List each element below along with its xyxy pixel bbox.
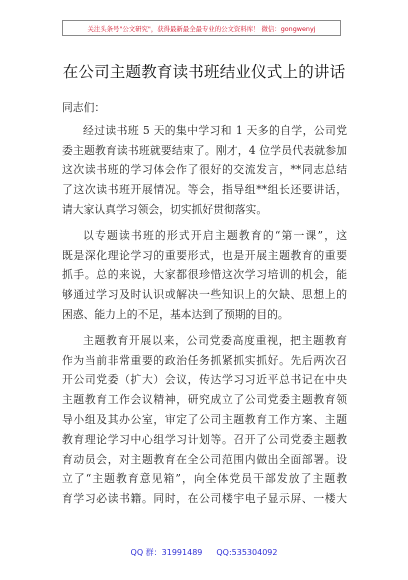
paragraph-line: 立了“主题教育意见箱”，向全体党员干部发放了主题教	[62, 472, 347, 486]
paragraph-line: 够通过学习及时认识或解决一些知识上的欠缺、思想上的	[62, 288, 347, 302]
paragraph-line: 请大家认真学习领会，切实抓好贯彻落实。	[62, 202, 268, 216]
paragraph-line: 困惑、能力上的不足，基本达到了预期的目的。	[62, 307, 289, 321]
paragraph-line: 以专题读书班的形式开启主题教育的“第一课”，这	[83, 228, 347, 242]
paragraph-line: 抓手。总的来说，大家都很珍惜这次学习培训的机会，能	[62, 268, 347, 282]
paragraph-1	[62, 121, 347, 220]
header-banner: 关注头条号"公文研究"，获得最新最全最专业的公文资料库！ 微信：gongwenyj	[62, 20, 341, 36]
footer-qq-group: QQ 群：31991489	[130, 548, 203, 557]
paragraph-line: 这次读书班的学习体会作了很好的交流发言，**同志总结	[62, 163, 347, 177]
paragraph-line: 经过读书班 5 天的集中学习和 1 天多的自学，公司党	[83, 123, 347, 137]
paragraph-line: 主题教育开展以来，公司党委高度重视，把主题教育	[83, 333, 347, 347]
footer-contact	[0, 547, 408, 558]
paragraph-line: 开公司党委（扩大）会议，传达学习习近平总书记在中央	[62, 373, 347, 387]
document-title: 在公司主题教育读书班结业仪式上的讲话	[62, 63, 346, 81]
paragraph-line: 导小组及其办公室，审定了公司主题教育工作方案、主题	[62, 412, 347, 426]
paragraph-2	[62, 226, 347, 325]
paragraph-line: 主题教育工作会议精神，研究成立了公司党委主题教育领	[62, 393, 347, 407]
paragraph-line: 了这次读书班开展情况。等会，指导组**组长还要讲话，	[62, 183, 347, 197]
paragraph-line: 委主题教育读书班就要结束了。刚才，4 位学员代表就参加	[62, 143, 347, 157]
paragraph-line: 育学习必读书籍。同时，在公司楼宇电子显示屏、一楼大	[62, 492, 347, 506]
paragraph-3	[62, 331, 347, 509]
paragraph-line: 既是深化理论学习的重要形式，也是开展主题教育的重要	[62, 248, 347, 262]
paragraph-line: 育动员会，对主题教育在全公司范围内做出全面部署。设	[62, 452, 347, 466]
footer-qq: QQ:535304092	[216, 548, 278, 557]
document-body	[62, 98, 347, 509]
greeting: 同志们：	[62, 101, 106, 114]
paragraph-line: 教育理论学习中心组学习计划等。召开了公司党委主题教	[62, 432, 347, 446]
paragraph-line: 作为当前非常重要的政治任务抓紧抓实抓好。先后两次召	[62, 353, 347, 367]
